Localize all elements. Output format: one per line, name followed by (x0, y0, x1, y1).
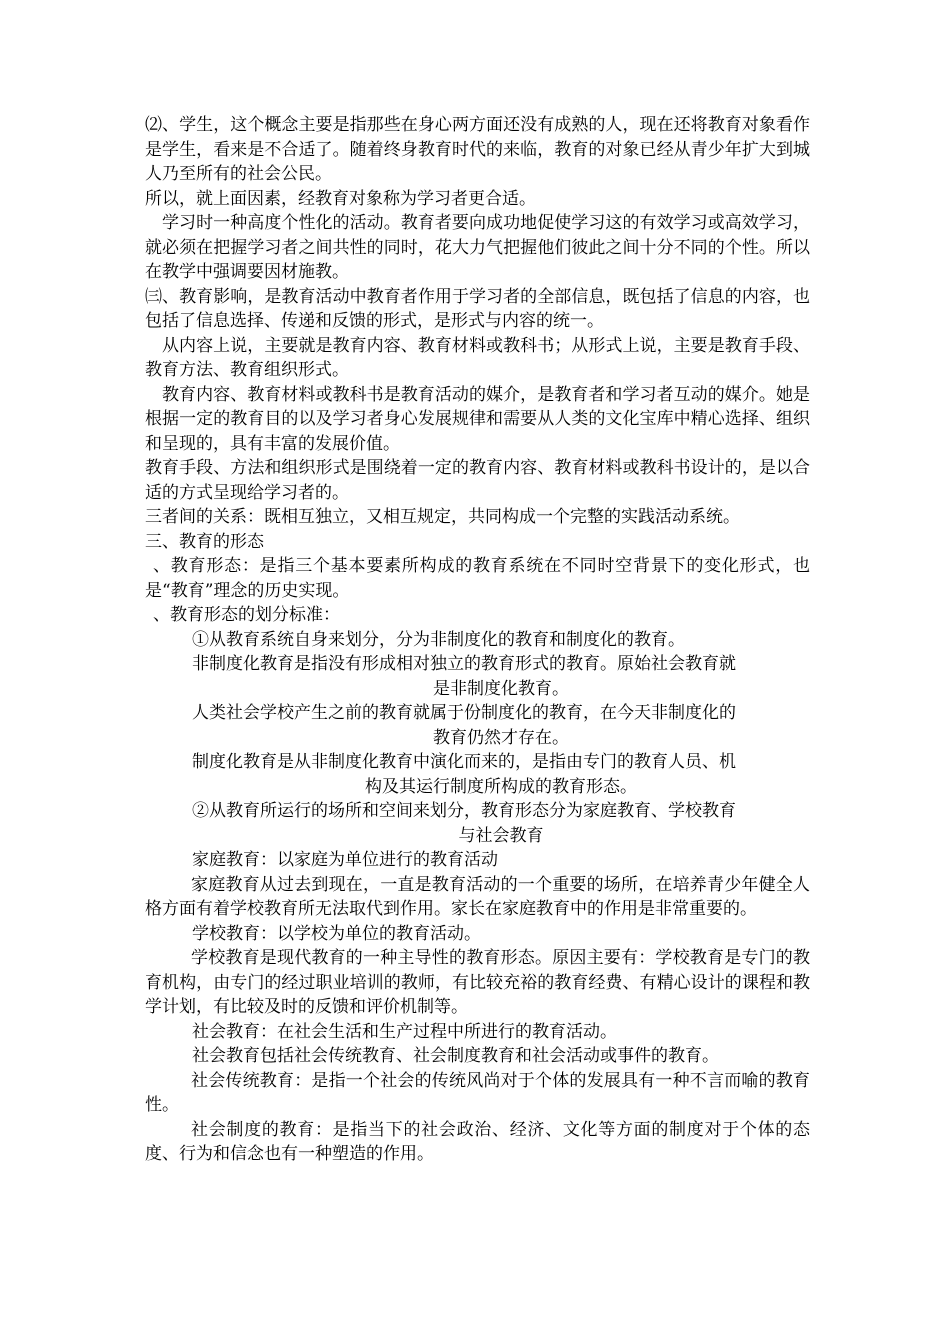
document-body (145, 113, 810, 1167)
hanging-line-2: 是非制度化教育。 (433, 678, 569, 699)
section-heading: 三、教育的形态 (145, 531, 264, 552)
hanging-line-2: 构及其运行制度所构成的教育形态。 (365, 776, 637, 797)
hanging-line-1: ②从教育所运行的场所和空间来划分，教育形态分为家庭教育、学校教育 (192, 801, 736, 821)
paragraph: 所以，就上面因素，经教育对象称为学习者更合适。 (145, 188, 536, 209)
paragraph: 从内容上说，主要就是教育内容、教育材料或教科书；从形式上说，主要是教育手段、教育方法、教育组织形式。 (145, 335, 810, 380)
paragraph: 、教育形态：是指三个基本要素所构成的教育系统在不同时空背景下的变化形式，也是“教育”理念的历史实现。 (145, 556, 810, 601)
paragraph: 、教育形态的划分标准： (153, 605, 340, 625)
hanging-paragraph (192, 652, 810, 701)
paragraph: 家庭教育：以家庭为单位进行的教育活动 (192, 850, 498, 870)
paragraph: 教育手段、方法和组织形式是围绕着一定的教育内容、教育材料或教科书设计的，是以合适的方式呈现给学习者的。 (145, 458, 810, 503)
paragraph: ①从教育系统自身来划分，分为非制度化的教育和制度化的教育。 (192, 629, 685, 650)
paragraph: 学校教育：以学校为单位的教育活动。 (192, 923, 481, 944)
paragraph: 家庭教育从过去到现在，一直是教育活动的一个重要的场所，在培养青少年健全人格方面有着学校教育所无法取代到作用。家长在家庭教育中的作用是非常重要的。 (145, 874, 810, 919)
hanging-line-1: 制度化教育是从非制度化教育中演化而来的，是指由专门的教育人员、机 (192, 752, 736, 772)
hanging-line-1: 人类社会学校产生之前的教育就属于份制度化的教育，在今天非制度化的 (192, 703, 736, 723)
hanging-paragraph (192, 799, 810, 848)
paragraph: 社会教育：在社会生活和生产过程中所进行的教育活动。 (192, 1021, 617, 1042)
hanging-line-2: 教育仍然才存在。 (433, 727, 569, 748)
paragraph: ㈢、教育影响，是教育活动中教育者作用于学习者的全部信息，既包括了信息的内容，也包括了信息选择、传递和反馈的形式，是形式与内容的统一。 (145, 286, 810, 331)
paragraph: 教育内容、教育材料或教科书是教育活动的媒介，是教育者和学习者互动的媒介。她是根据一定的教育目的以及学习者身心发展规律和需要从人类的文化宝库中精心选择、组织和呈现的，具有丰富的发展价值。 (145, 384, 810, 454)
hanging-paragraph (192, 701, 810, 750)
hanging-line-2: 与社会教育 (458, 825, 544, 846)
hanging-line-1: 非制度化教育是指没有形成相对独立的教育形式的教育。原始社会教育就 (192, 654, 736, 674)
paragraph: 社会教育包括社会传统教育、社会制度教育和社会活动或事件的教育。 (192, 1046, 719, 1066)
paragraph: 社会制度的教育：是指当下的社会政治、经济、文化等方面的制度对于个体的态度、行为和信念也有一种塑造的作用。 (145, 1119, 810, 1164)
paragraph: ⑵、学生，这个概念主要是指那些在身心两方面还没有成熟的人，现在还将教育对象看作是学生，看来是不合适了。随着终身教育时代的来临，教育的对象已经从青少年扩大到城人乃至所有的社会公民。 (145, 115, 810, 184)
paragraph: 学校教育是现代教育的一种主导性的教育形态。原因主要有：学校教育是专门的教育机构，由专门的经过职业培训的教师，有比较充裕的教育经费、有精心设计的课程和教学计划，有比较及时的反馈和评价机制等。 (145, 948, 810, 1017)
hanging-paragraph (192, 750, 810, 799)
paragraph: 学习时一种高度个性化的活动。教育者要向成功地促使学习这的有效学习或高效学习，就必须在把握学习者之间共性的同时，花大力气把握他们彼此之间十分不同的个性。所以在教学中强调要因材施教。 (145, 213, 810, 282)
paragraph: 三者间的关系：既相互独立，又相互规定，共同构成一个完整的实践活动系统。 (145, 507, 740, 527)
paragraph: 社会传统教育：是指一个社会的传统风尚对于个体的发展具有一种不言而喻的教育性。 (145, 1070, 810, 1115)
